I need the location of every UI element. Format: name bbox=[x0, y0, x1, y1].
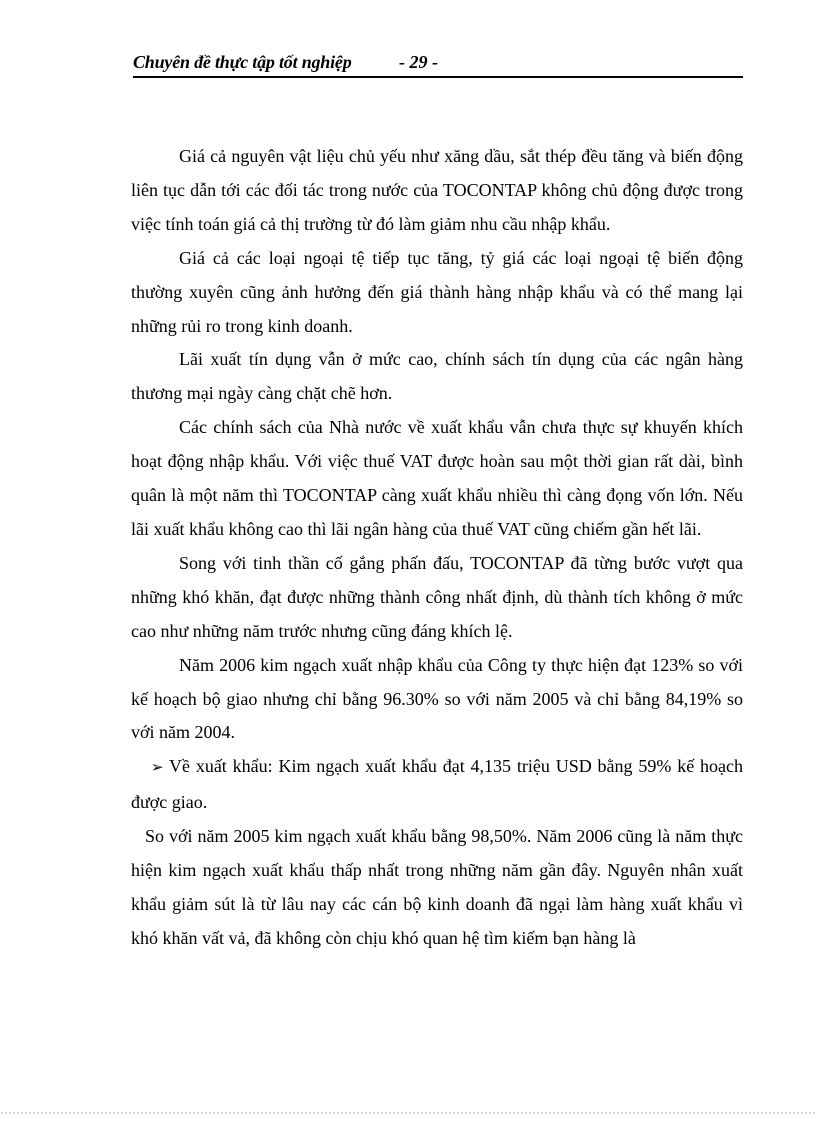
paragraph-2: Giá cả các loại ngoại tệ tiếp tục tăng, tỷ giá các loại ngoại tệ biến động thường xuyên cũng ảnh hưởng đến giá thành hàng nhập khẩu và có thể mang lại những rủi ro trong kinh doanh. bbox=[131, 247, 743, 336]
paragraph-1: Giá cả nguyên vật liệu chủ yếu như xăng dầu, sắt thép đều tăng và biến động liên tục dẫn tới các đối tác trong nước của TOCONTAP không chủ động được trong việc tính toán giá cả thị trường từ đó làm giảm nhu cầu nhập khẩu. bbox=[131, 146, 743, 234]
bullet-item bbox=[131, 750, 743, 820]
header-rule bbox=[133, 76, 743, 78]
bullet-text: Về xuất khẩu: Kim ngạch xuất khẩu đạt 4,135 triệu USD bằng 59% kế hoạch được giao. bbox=[131, 756, 743, 813]
footer-dotted-rule bbox=[0, 1112, 816, 1114]
paragraph-4: Các chính sách của Nhà nước về xuất khẩu vẫn chưa thực sự khuyến khích hoạt động nhập khẩu. Với việc thuế VAT được hoàn sau một thời gian rất dài, bình quân là một năm thì TOCONTAP càng xuất khẩu nhiều thì càng đọng vốn lớn. Nếu lãi xuất khẩu không cao thì lãi ngân hàng của thuế VAT cũng chiếm gần hết lãi. bbox=[131, 417, 743, 539]
closing-paragraph: So với năm 2005 kim ngạch xuất khẩu bằng 98,50%. Năm 2006 cũng là năm thực hiện kim ngạch xuất khẩu thấp nhất trong những năm gần đây. Nguyên nhân xuất khẩu giảm sút là từ lâu nay các cán bộ kinh doanh đã ngại làm hàng xuất khẩu vì khó khăn vất vả, đã không còn chịu khó quan hệ tìm kiếm bạn hàng là bbox=[131, 826, 743, 948]
paragraph-5: Song với tinh thần cố gắng phấn đấu, TOCONTAP đã từng bước vượt qua những khó khăn, đạt được những thành công nhất định, dù thành tích không ở mức cao như những năm trước nhưng cũng đáng khích lệ. bbox=[131, 552, 743, 641]
body-text bbox=[131, 140, 743, 956]
paragraph-3: Lãi xuất tín dụng vẫn ở mức cao, chính sách tín dụng của các ngân hàng thương mại ngày càng chặt chẽ hơn. bbox=[131, 349, 743, 404]
arrow-bullet-icon: ➢ bbox=[151, 760, 164, 777]
header-title: Chuyên đề thực tập tốt nghiệp bbox=[133, 52, 352, 72]
page-header bbox=[133, 52, 742, 78]
paragraph-6: Năm 2006 kim ngạch xuất nhập khẩu của Công ty thực hiện đạt 123% so với kế hoạch bộ giao nhưng chỉ bằng 96.30% so với năm 2005 và chỉ bằng 84,19% so với năm 2004. bbox=[131, 654, 743, 743]
header-page-number: - 29 - bbox=[399, 52, 438, 72]
